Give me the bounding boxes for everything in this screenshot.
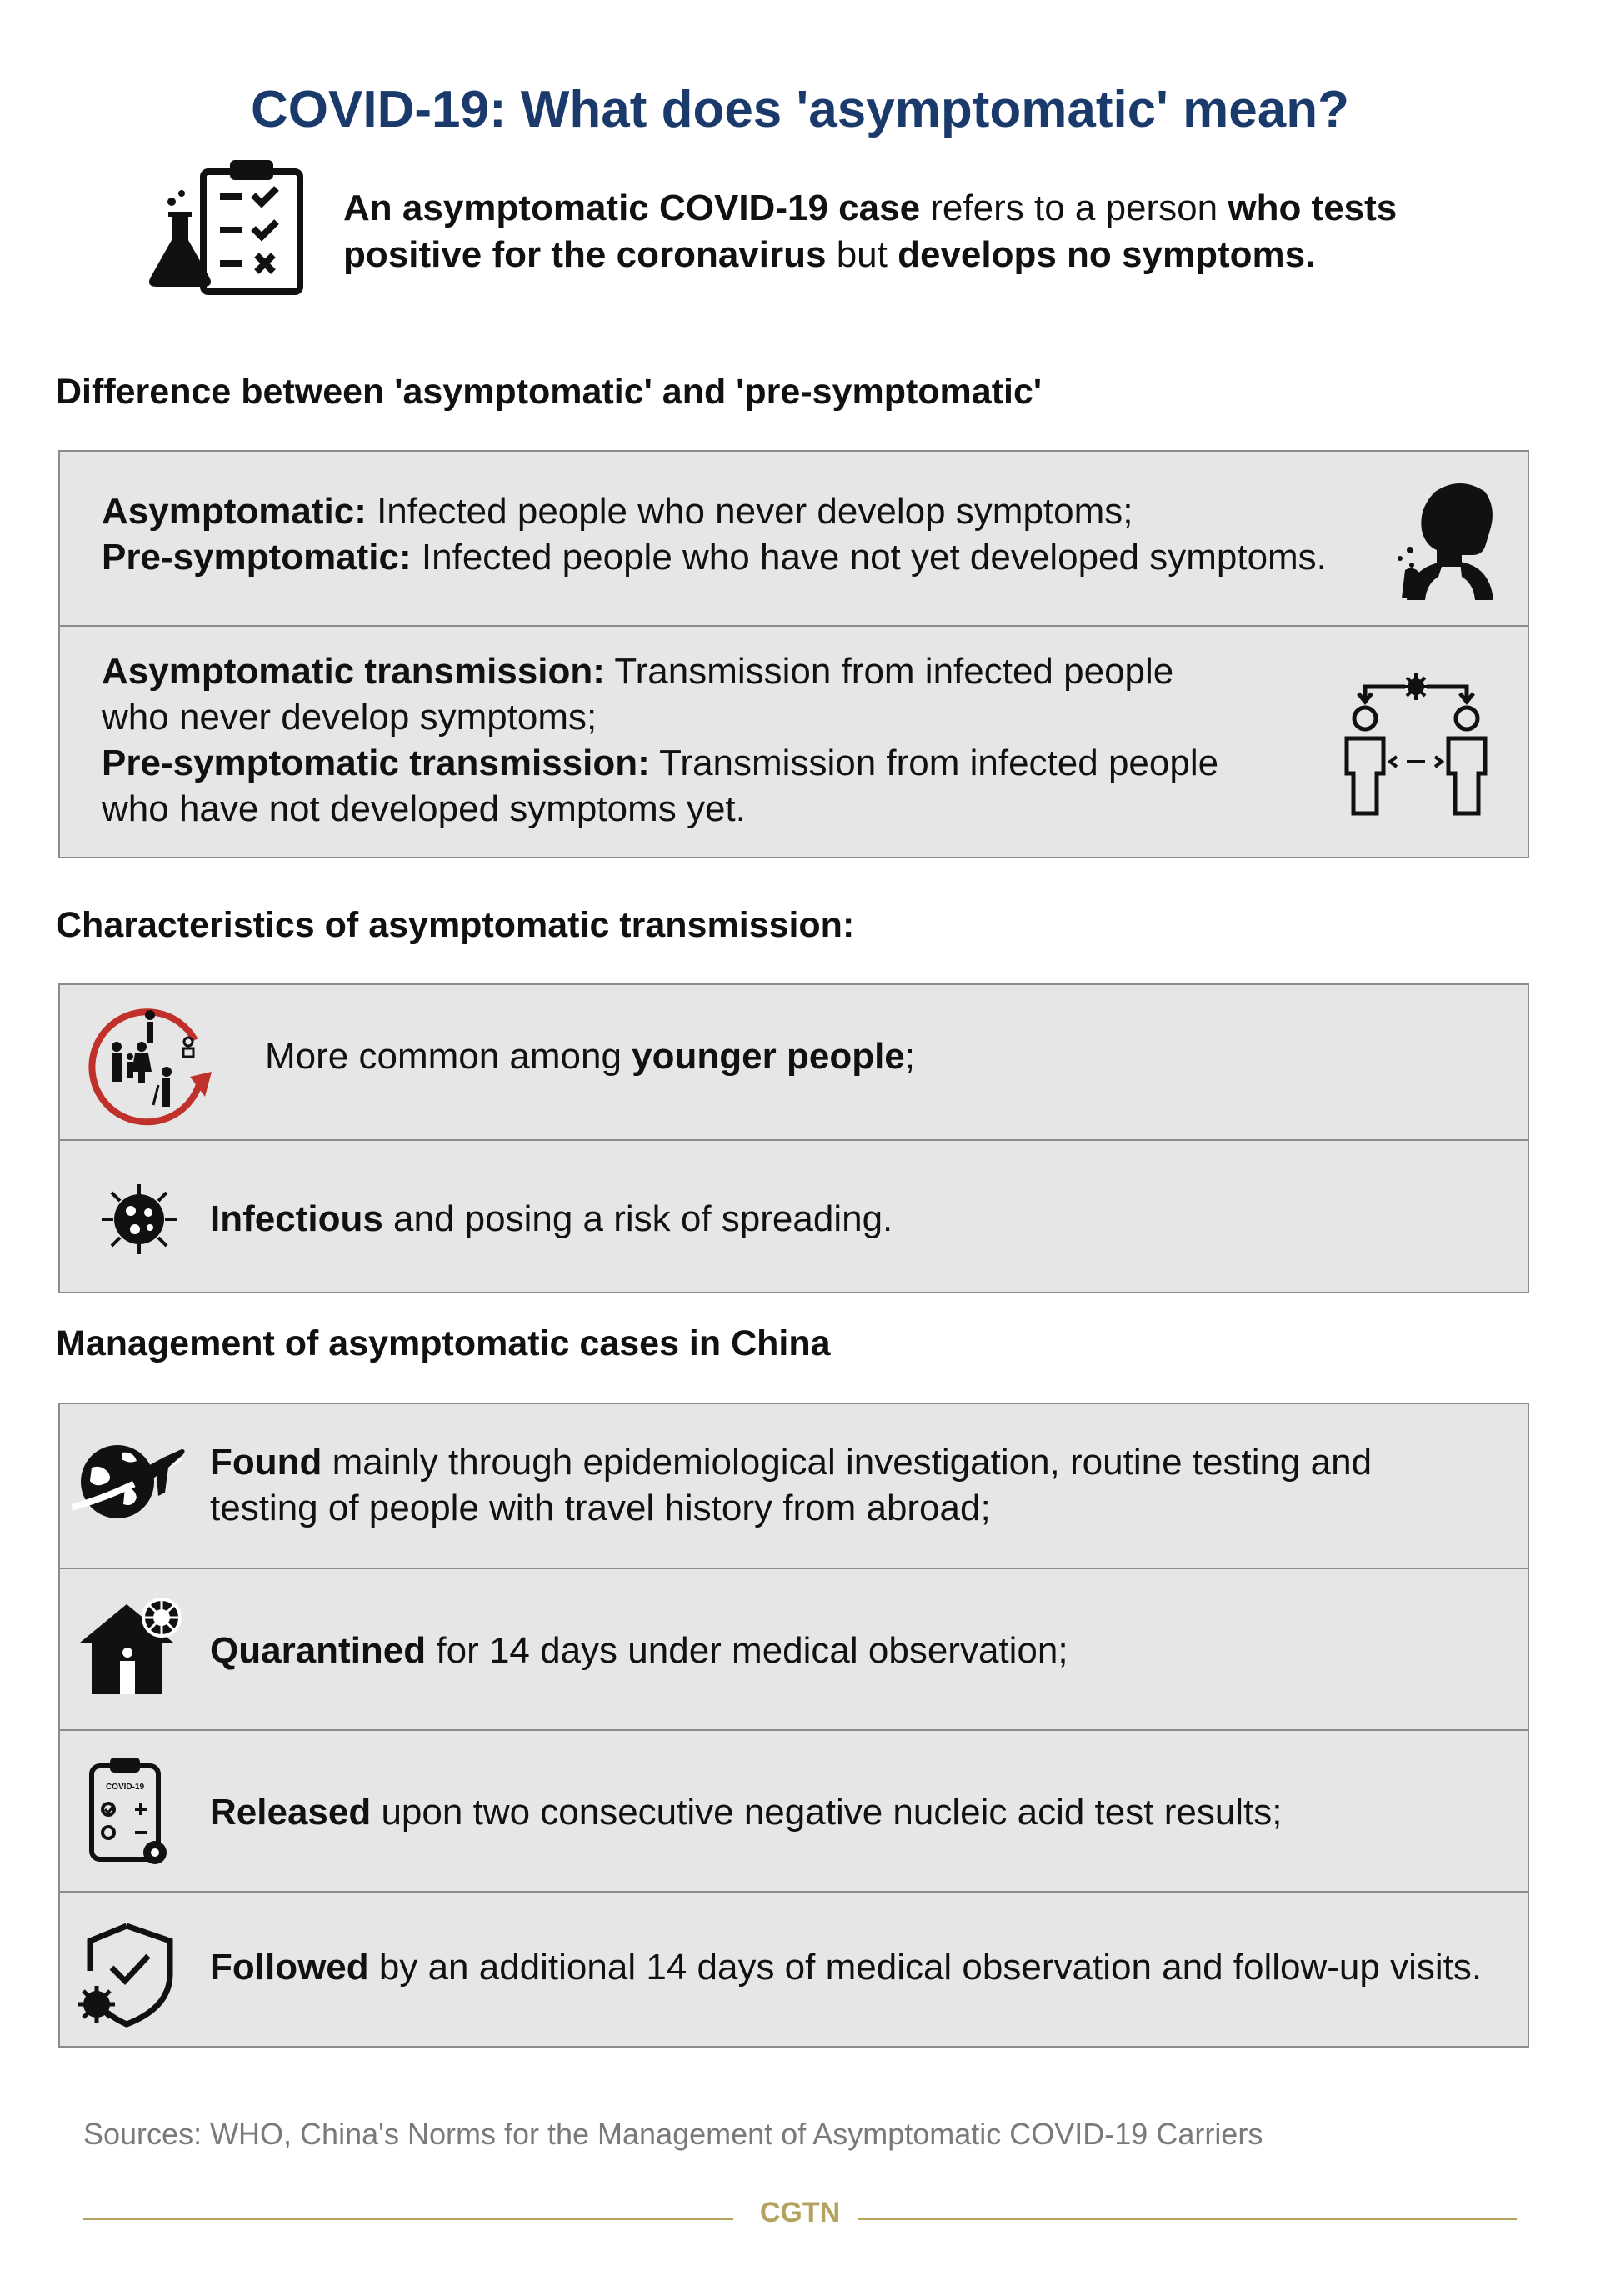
younger-people-row — [60, 985, 1528, 1139]
management-heading: Management of asymptomatic cases in China — [56, 1323, 831, 1363]
transmission-text: Asymptomatic transmission: Transmission from infected people who never develop symptoms; Pre-symptomatic transmission: Transmission from infected people who have not developed symptoms yet. — [102, 651, 1219, 829]
globe-airplane-icon — [72, 1436, 188, 1528]
person-to-person-transmission-icon — [1337, 667, 1495, 817]
brand-logo: CGTN — [759, 2197, 841, 2228]
difference-box — [58, 450, 1529, 858]
footer-divider-right — [858, 2218, 1517, 2220]
transmission-row — [60, 625, 1528, 860]
family-cycle-icon — [87, 993, 220, 1127]
intro-definition: An asymptomatic COVID-19 case refers to a person who tests positive for the coronavirus but develops no symptoms. — [343, 188, 1398, 275]
infectious-row — [60, 1139, 1528, 1295]
characteristics-box — [58, 983, 1529, 1293]
svg-text:COVID-19: COVID-19 — [105, 1783, 145, 1792]
released-text: Released upon two consecutive negative nucleic acid test results; — [210, 1792, 1282, 1833]
lab-checklist-icon — [143, 155, 310, 297]
shield-check-icon — [75, 1921, 183, 2029]
definitions-text: Asymptomatic: Infected people who never develop symptoms; Pre-symptomatic: Infected people who have not yet developed symptoms. — [102, 491, 1327, 578]
infectious-text: Infectious and posing a risk of spreading. — [210, 1198, 893, 1239]
quarantined-row — [60, 1568, 1528, 1729]
quarantined-text: Quarantined for 14 days under medical observation; — [210, 1630, 1068, 1671]
coughing-person-icon — [1393, 475, 1502, 600]
found-text: Found mainly through epidemiological investigation, routine testing and testing of people with travel history from abroad; — [210, 1442, 1372, 1528]
released-row — [60, 1729, 1528, 1891]
followed-text: Followed by an additional 14 days of medical observation and follow-up visits. — [210, 1947, 1482, 1988]
younger-people-text: More common among younger people; — [265, 1036, 915, 1077]
definitions-row — [60, 452, 1528, 625]
footer-divider-left — [83, 2218, 733, 2220]
virus-icon — [93, 1178, 185, 1261]
sources-note: Sources: WHO, China's Norms for the Management of Asymptomatic COVID-19 Carriers — [83, 2117, 1263, 2151]
followed-row — [60, 1891, 1528, 2049]
difference-heading: Difference between 'asymptomatic' and 'pre-symptomatic' — [56, 372, 1042, 412]
management-box — [58, 1403, 1529, 2048]
found-row — [60, 1404, 1528, 1568]
test-result-clipboard-icon — [85, 1754, 177, 1871]
page-title: COVID-19: What does 'asymptomatic' mean? — [251, 81, 1349, 138]
characteristics-heading: Characteristics of asymptomatic transmission: — [56, 905, 855, 945]
home-quarantine-icon — [73, 1593, 190, 1701]
